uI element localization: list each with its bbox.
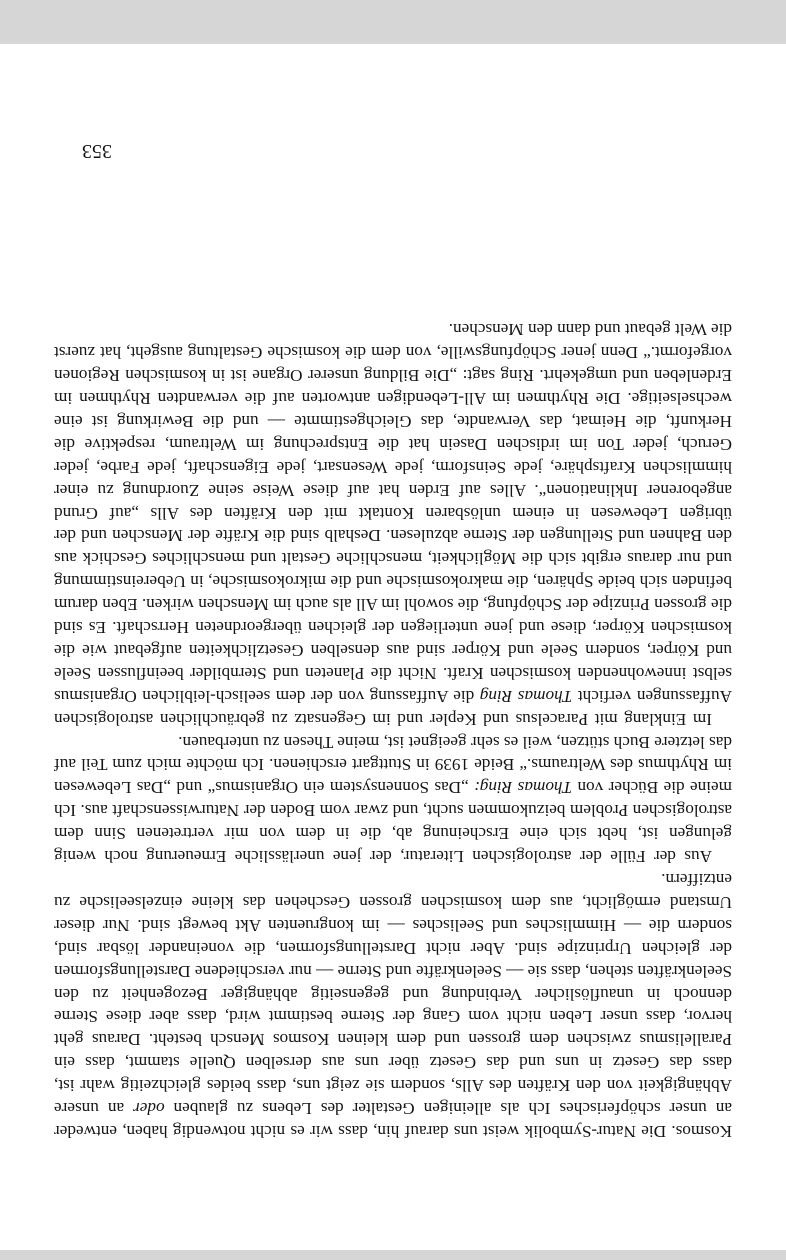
emphasized-text: Thomas Ring: [479, 686, 573, 706]
text-run: Im Einklang mit Paracelsus und Kepler und im Gegensatz zu gebräuchlichen astrologischen Auffassungen verficht: [54, 686, 732, 729]
paragraph-2: [54, 730, 732, 867]
text-run: Aus der Fülle der astrologischen Literatur, der jene unerlässliche Erneuerung noch wenig gelungen ist, hebt sich eine Erscheinung ab, die in dem von mir vertretenen Sinn dem astrologischen Problem beizukommen sucht, und zwar vom Boden der Naturwissenschaft aus. Ich meine die Bücher von: [54, 778, 732, 867]
text-run: an unsere Abhängigkeit von den Kräften des Alls, sondern sie zeigt uns, dass beides gleichzeitig wahr ist, dass das Gesetz in uns und das Gesetz über uns aus derselben Quelle stammt, dass ein Parallelismus zwischen dem grossen und dem kleinen Kosmos Mensch besteht. Daraus geht hervor, dass unser Leben nicht vom Gang der Sterne bestimmt wird, dass aber diese Sterne dennoch in unauflöslicher Verbindung und gegenseitig abhängiger Bezogenheit zu den Seelenkräften stehen, dass sie — Seelenkräfte und Sterne — nur verschiedene Darstellungsformen der gleichen Urprinzipe sind. Aber nicht Darstellungsformen, die voneinander lösbar sind, sondern die — Himmlisches und Seelisches — im kongruenten Akt bewegt sind. Nur dieser Umstand ermöglicht, aus dem kosmischen grossen Geschehen das kleine einzelseelische zu entziffern.: [54, 870, 732, 1119]
footer-bar: [0, 0, 786, 44]
emphasized-text: Thomas Ring:: [474, 778, 573, 798]
text-run: Kosmos. Die Natur-Symbolik weist uns darauf hin, dass wir es nicht notwendig haben, entweder an unser schöpferisches Ich als alleinigen Gestalter des Lebens zu glauben: [54, 1099, 732, 1141]
page-number: 353: [82, 140, 112, 162]
emphasized-text: oder: [133, 1099, 165, 1119]
text-run: die Auffassung von der dem seelisch-leiblichen Organismus selbst innewohnenden kosmischen Kraft. Nicht die Planeten und Sternbilder beeinflussen Seele und Körper, sondern Seele und Körper sind aus denselben Gesetzlichkeiten aufgebaut wie die kosmischen Körper, diese und jene unterliegen der gleichen übergeordneten Herrschaft. Es sind die grossen Prinzipe der Schöpfung, die sowohl im All als auch im Menschen wirken. Eben darum befinden sich beide Sphären, die makrokosmische und die mikrokosmische, in Uebereinstimmung und nur daraus ergibt sich die Möglichkeit, menschliche Gestalt und menschliches Geschick aus den Bahnen und Stellungen der Sterne abzulesen. Deshalb sind die Kräfte der Menschen und der übrigen Lebewesen in einem unlösbaren Kontakt mit den Kräften des Alls „auf Grund angeborener Inklinationen“. Alles auf Erden hat auf diese Weise seine Zuordnung zu einer himmlischen Kraftsphäre, jede Seinsform, jede Wesensart, jede Eigenschaft, jede Farbe, jeder Geruch, jeder Ton im irdischen Dasein hat die Entsprechung im Weltraum, respektive die Herkunft, die Heimat, das Verwandte, das Gleichgestimmte — und die Bewirkung ist eine wechselseitige. Die Rhythmen im All-Lebendigen antworten auf die verwandten Rhythmen im Erdenleben und umgekehrt. Ring sagt: „Die Bildung unserer Organe ist in kosmischen Regionen vorgeformt.“ Denn jener Schöpfungswille, von dem die kosmische Gestaltung ausgeht, hat zuerst die Welt gebaut und dann den Menschen.: [54, 320, 732, 706]
header-bar-cut: [0, 1250, 786, 1260]
text-run: „Das Sonnensystem ein Organismus“ und „Das Lebewesen im Rhythmus des Weltraums.“ Beide 1939 in Stuttgart erschienen. Ich möchte mich zum Teil auf das letztere Buch stützen, weil es sehr geeignet ist, meine Thesen zu unterbauen.: [54, 732, 732, 798]
paragraph-3: [54, 317, 732, 729]
paragraph-1: [54, 867, 732, 1142]
page-body-text: [54, 317, 732, 1142]
